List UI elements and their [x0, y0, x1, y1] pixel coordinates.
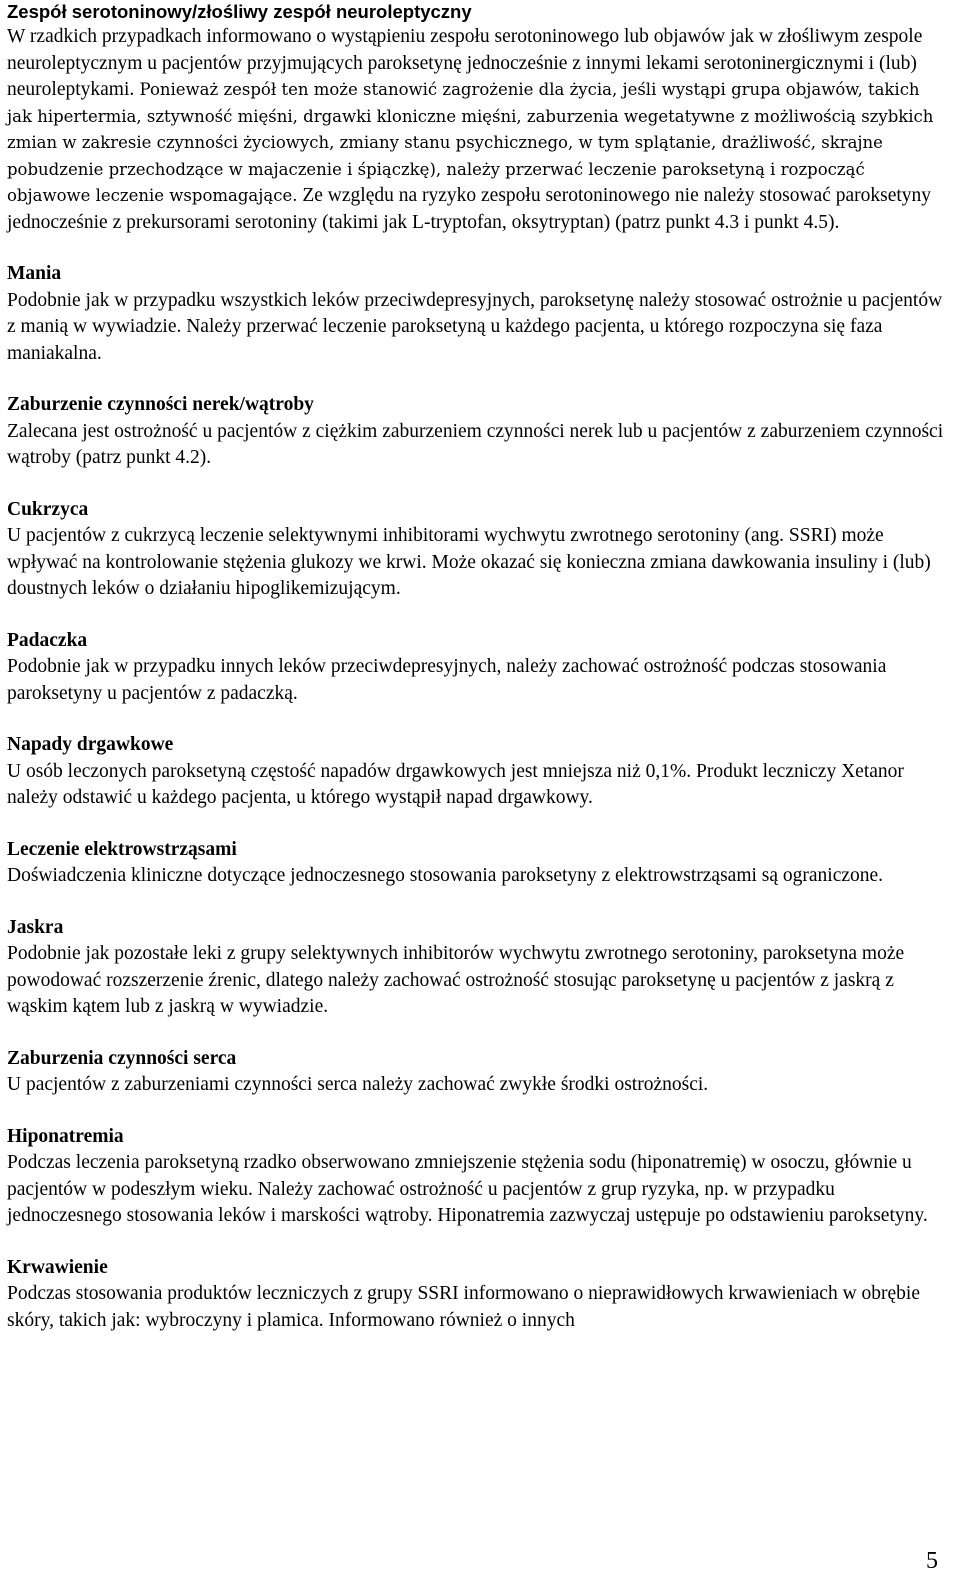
body-part-1: W rzadkich przypadkach informowano o wystąpieniu zespołu serotoninowego lub objawów jak w złośliwym zespole neuroleptycznym u pacjentów przyjmujących paroksetynę jednocześnie z innymi lekami serotoninergicznymi i (lub) neuroleptykami.: [7, 26, 923, 100]
section-body: Podczas stosowania produktów leczniczych z grupy SSRI informowano o nieprawidłowych krwawieniach w obrębie skóry, takich jak: wybroczyny i plamica. Informowano również o innych: [7, 1283, 921, 1331]
section-body: Podobnie jak w przypadku wszystkich leków przeciwdepresyjnych, paroksetynę należy stosować ostrożnie u pacjentów z manią w wywiadzie. Należy przerwać leczenie paroksetyną u każdego pacjenta, u którego rozpoczyna się faza maniakalna.: [7, 289, 943, 364]
document-page: [7, 0, 947, 1359]
section-body: U osób leczonych paroksetyną częstość napadów drgawkowych jest mniejsza niż 0,1%. Produkt leczniczy Xetanor należy odstawić u każdego pacjenta, u którego wystąpił napad drgawkowy.: [7, 760, 904, 808]
section-heading: Leczenie elektrowstrząsami: [7, 838, 237, 860]
section-heading: Krwawienie: [7, 1256, 108, 1278]
section-renal-hepatic: [7, 392, 947, 472]
section-seizures: [7, 732, 947, 812]
section-ect: [7, 837, 947, 890]
section-body: Zalecana jest ostrożność u pacjentów z ciężkim zaburzeniem czynności nerek lub u pacjentów z zaburzeniem czynności wątroby (patrz punkt 4.2).: [7, 420, 944, 468]
section-body: U pacjentów z zaburzeniami czynności serca należy zachować zwykłe środki ostrożności.: [7, 1074, 709, 1095]
section-glaucoma: [7, 915, 947, 1021]
section-epilepsy: [7, 628, 947, 708]
section-serotonin-syndrome: [7, 0, 947, 236]
section-body: Doświadczenia kliniczne dotyczące jednoczesnego stosowania paroksetyny z elektrowstrząsami są ograniczone.: [7, 865, 884, 886]
section-heading: Padaczka: [7, 629, 88, 651]
section-heading: Zaburzenia czynności serca: [7, 1047, 237, 1069]
section-diabetes: [7, 497, 947, 603]
section-heading: Jaskra: [7, 916, 64, 938]
section-body: Podobnie jak w przypadku innych leków przeciwdepresyjnych, należy zachować ostrożność podczas stosowania paroksetyny u pacjentów z padaczką.: [7, 656, 887, 704]
section-heading: Mania: [7, 263, 62, 284]
section-body: Podczas leczenia paroksetyną rzadko obserwowano zmniejszenie stężenia sodu (hiponatremię) w osoczu, głównie u pacjentów w podeszłym wieku. Należy zachować ostrożność u pacjentów z grup ryzyka, np. w przypadku jednoczesnego stosowania leków i marskości wątroby. Hiponatremia zazwyczaj ustępuje po odstawieniu paroksetyny.: [7, 1152, 928, 1226]
body-part-2: Ponieważ zespół ten może stanowić zagrożenie dla życia, jeśli wystąpi grupa objawów, takich jak hipertermia, sztywność mięśni, drgawki kloniczne mięśni, zaburzenia wegetatywne z możliwością szybkich zmian w zakresie czynności życiowych, zmiany stanu psychicznego, w tym splątanie, drażliwość, skrajne pobudzenie przechodzące w majaczenie i śpiączkę), należy przerwać leczenie paroksetyną i rozpocząć objawowe leczenie wspomagające.: [7, 80, 934, 205]
section-body: U pacjentów z cukrzycą leczenie selektywnymi inhibitorami wychwytu zwrotnego serotoniny (ang. SSRI) może wpływać na kontrolowanie stężenia glukozy we krwi. Może okazać się konieczna zmiana dawkowania insuliny i (lub) doustnych leków o działaniu hipoglikemizującym.: [7, 525, 931, 599]
section-body: [7, 24, 947, 236]
section-body: Podobnie jak pozostałe leki z grupy selektywnych inhibitorów wychwytu zwrotnego serotoniny, paroksetyna może powodować rozszerzenie źrenic, dlatego należy zachować ostrożność stosując paroksetynę u pacjentów z jaskrą z wąskim kątem lub z jaskrą w wywiadzie.: [7, 943, 905, 1017]
section-heading: Zaburzenie czynności nerek/wątroby: [7, 394, 314, 415]
section-heading: Cukrzyca: [7, 498, 89, 520]
page-number: 5: [926, 1548, 938, 1574]
section-bleeding: [7, 1255, 947, 1335]
section-heading: Napady drgawkowe: [7, 734, 174, 755]
section-hyponatremia: [7, 1124, 947, 1230]
section-cardiac: [7, 1046, 947, 1099]
section-heading: Zespół serotoninowy/złośliwy zespół neuroleptyczny: [7, 1, 472, 22]
section-heading: Hiponatremia: [7, 1125, 124, 1147]
body-part-3: Ze względu na ryzyko zespołu serotoninowego nie należy stosować paroksetyny jednocześnie z prekursorami serotoniny (takimi jak L-tryptofan, oksytryptan) (patrz punkt 4.3 i punkt 4.5).: [7, 185, 932, 233]
section-mania: [7, 261, 947, 367]
